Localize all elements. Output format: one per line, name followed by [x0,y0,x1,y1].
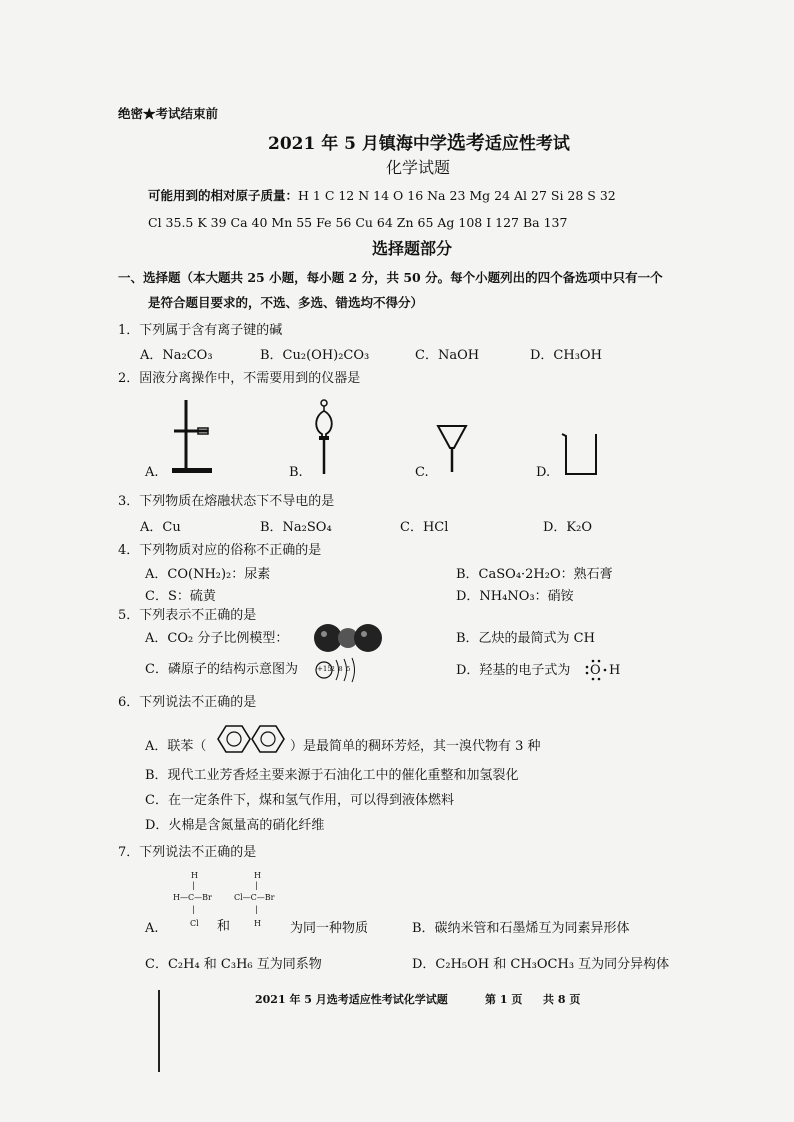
q7-m1-bottom: Cl [190,919,199,928]
q7-m2-bottom: H [254,919,261,928]
exam-subtitle: 化学试题 [386,158,451,177]
q1-option-c: C．NaOH [415,348,480,363]
q1-option-b: B．Cu₂(OH)₂CO₃ [260,348,370,363]
section-title: 选择题部分 [372,239,453,258]
q6-option-a-pre: A．联苯（ [145,739,207,754]
q2-option-d: D. [536,465,551,480]
q5-option-d: D．羟基的电子式为 [456,663,571,678]
q6-stem: 6．下列说法不正确的是 [118,695,257,710]
q5-option-c: C．磷原子的结构示意图为 [145,662,298,677]
q7-m1-bond-up: | [192,881,195,890]
q7-option-a-label: A. [145,921,159,936]
q1-stem: 1．下列属于含有离子键的碱 [118,323,283,338]
q4-option-c: C．S：硫黄 [145,589,216,604]
phosphorus-nucleus: +15 [317,665,332,673]
q1-option-d: D．CH₃OH [530,348,602,363]
q2-stem: 2．固液分离操作中，不需要用到的仪器是 [118,371,361,386]
q4-option-b: B．CaSO₄·2H₂O：熟石膏 [456,567,613,582]
title-post: 适应性考试 [484,134,570,154]
q7-m2-chain: Cl—C—Br [234,893,275,902]
q7-m2-bond-down: | [255,905,258,914]
iron-stand-icon [168,398,216,476]
q5-stem: 5．下列表示不正确的是 [118,608,257,623]
funnel-icon [436,424,468,474]
hydroxyl-o: O [590,663,601,678]
part1-instruction-2: 是符合题目要求的，不选、多选、错选均不得分） [148,295,424,310]
q3-option-d: D．K₂O [543,520,593,535]
q3-option-b: B．Na₂SO₄ [260,520,332,535]
biphenyl-structure-icon [214,722,288,756]
footer-page: 第 1 页 [485,993,523,1006]
binding-line [158,990,160,1072]
q6-option-d: D．火棉是含氮量高的硝化纤维 [145,818,325,833]
q7-m2-top: H [254,871,261,880]
q6-option-c: C．在一定条件下，煤和氢气作用，可以得到液体燃料 [145,793,454,808]
q7-option-a-and: 和 [217,919,231,934]
q4-stem: 4．下列物质对应的俗称不正确的是 [118,543,322,558]
phosphorus-shells: 2 8 5 [331,666,352,673]
separatory-funnel-icon [310,398,338,478]
atomic-mass-line2: Cl 35.5 K 39 Ca 40 Mn 55 Fe 56 Cu 64 Zn 65 Ag 108 I 127 Ba 137 [148,215,568,230]
exam-title [268,134,570,153]
q6-option-b: B．现代工业芳香烃主要来源于石油化工中的催化重整和加氢裂化 [145,768,519,783]
footer-text: 2021 年 5 月选考适应性考试化学试题 [255,993,448,1006]
q6-option-a-post: ）是最简单的稠环芳烃，其一溴代物有 3 种 [290,739,541,754]
beaker-icon [560,432,600,476]
q7-option-c: C．C₂H₄ 和 C₃H₆ 互为同系物 [145,957,322,972]
q1-option-a: A．Na₂CO₃ [140,348,213,363]
q4-option-a: A．CO(NH₂)₂：尿素 [145,567,271,582]
q7-option-a-text: 为同一种物质 [290,921,369,936]
q5-option-b: B．乙炔的最简式为 CH [456,631,595,646]
hydroxyl-h: H [609,663,621,678]
footer-total: 共 8 页 [543,993,581,1006]
atomic-mass-values-1: H 1 C 12 N 14 O 16 Na 23 Mg 24 Al 27 Si 28 S 32 [298,188,616,203]
q7-m1-chain: H—C—Br [173,893,212,902]
title-pre: 2021 年 5 月镇海中学 [268,134,447,154]
q2-option-a: A. [145,465,159,480]
atomic-mass-line1 [148,190,616,203]
q7-m1-top: H [191,871,198,880]
q7-m2-bond-up: | [255,881,258,890]
confidential-label: 绝密★考试结束前 [118,106,219,121]
q4-option-d: D．NH₄NO₃：硝铵 [456,589,574,604]
q7-stem: 7．下列说法不正确的是 [118,845,257,860]
q7-option-b: B．碳纳米管和石墨烯互为同素异形体 [412,921,630,936]
q7-m1-bond-down: | [192,905,195,914]
q3-option-c: C．HCl [400,520,449,535]
q3-option-a: A．Cu [140,520,181,535]
q7-option-d: D．C₂H₅OH 和 CH₃OCH₃ 互为同分异构体 [412,957,670,972]
atomic-mass-label: 可能用到的相对原子质量： [148,188,299,203]
q5-option-a: A．CO₂ 分子比例模型： [145,631,289,646]
co2-model-icon [312,623,384,653]
title-emph: 选考 [446,132,485,154]
q3-stem: 3．下列物质在熔融状态下不导电的是 [118,494,335,509]
q2-option-c: C. [415,465,429,480]
part1-instruction-1: 一、选择题（本大题共 25 小题，每小题 2 分，共 50 分。每个小题列出的四个备选项中只有一个 [118,270,663,285]
q2-option-b: B. [289,465,303,480]
